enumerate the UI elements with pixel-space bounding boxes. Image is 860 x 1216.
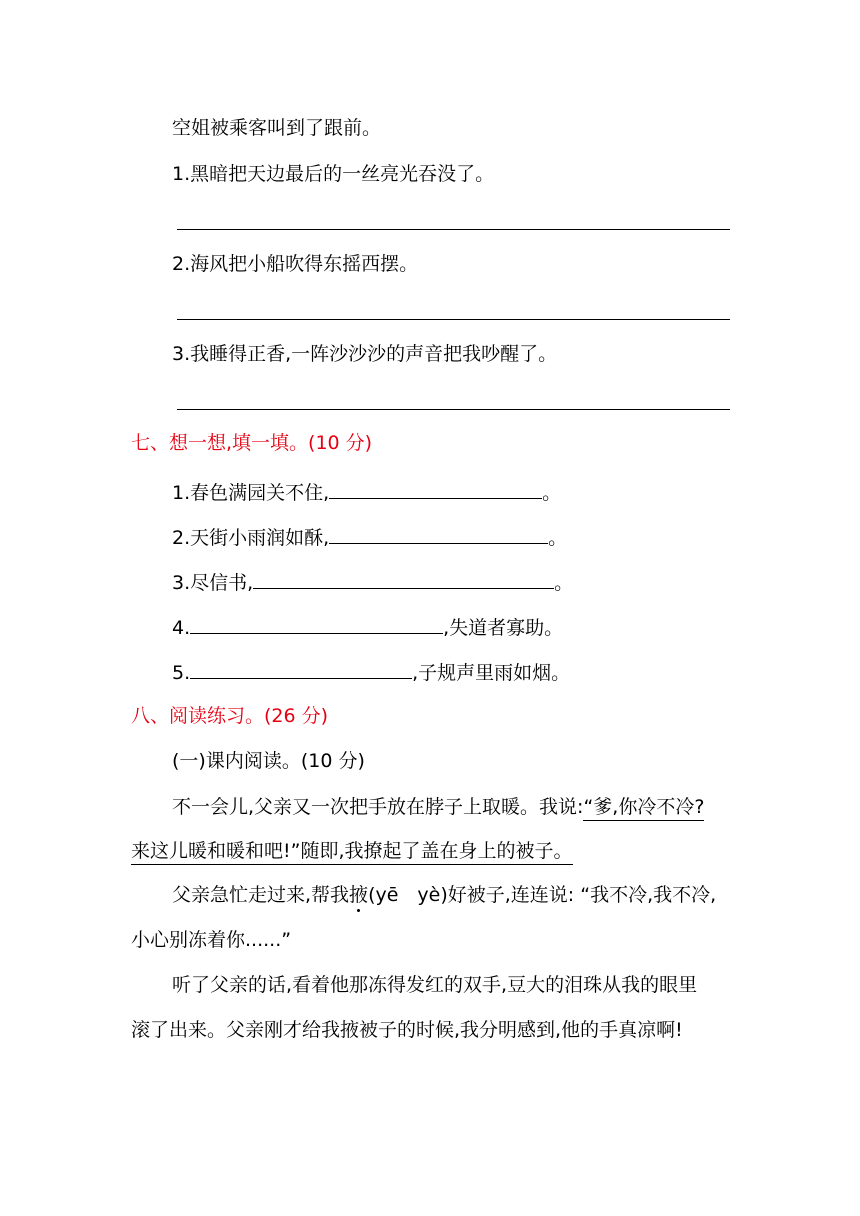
fill-blank[interactable] [329, 478, 542, 499]
item-text: 。 [542, 482, 562, 504]
passage-line-3 [172, 883, 716, 907]
item-text: 5. [172, 662, 191, 684]
underlined-text: 来这儿暖和暖和吧!” [131, 840, 300, 865]
passage-line-2 [131, 839, 573, 863]
dotted-character: 掖 [349, 884, 369, 906]
answer-line-1[interactable] [177, 229, 730, 230]
section7-item-2 [172, 523, 567, 550]
section7-item-3 [172, 568, 573, 595]
section7-item-4 [172, 613, 563, 640]
answer-line-2[interactable] [177, 319, 730, 320]
intro-line: 空姐被乘客叫到了跟前。 [172, 117, 382, 139]
section8-subtitle: (一)课内阅读。(10 分) [172, 750, 365, 772]
item-text: 1.春色满园关不住, [172, 482, 330, 504]
passage-line-6: 滚了出来。父亲刚才给我掖被子的时候,我分明感到,他的手真凉啊! [131, 1019, 683, 1041]
underlined-text: 随即,我撩起了盖在身上的被子。 [300, 840, 572, 865]
passage-line-4: 小心别冻着你......” [131, 929, 292, 951]
passage-text: 父亲急忙走过来,帮我 [172, 884, 350, 906]
passage-text: (yē yè)好被子,连连说: “我不冷,我不冷, [368, 884, 717, 906]
section6-item-1: 1.黑暗把天边最后的一丝亮光吞没了。 [172, 163, 495, 185]
underlined-text: “爹,你冷不冷? [583, 796, 704, 821]
item-text: 3.尽信书, [172, 572, 254, 594]
section7-item-1 [172, 478, 561, 505]
item-text: ,失道者寡助。 [443, 617, 564, 639]
fill-blank[interactable] [190, 613, 443, 634]
passage-line-5: 听了父亲的话,看着他那冻得发红的双手,豆大的泪珠从我的眼里 [172, 974, 698, 996]
section6-item-3: 3.我睡得正香,一阵沙沙沙的声音把我吵醒了。 [172, 343, 558, 365]
fill-blank[interactable] [253, 568, 554, 589]
fill-blank[interactable] [329, 523, 548, 544]
item-text: ,子规声里雨如烟。 [412, 662, 571, 684]
answer-line-3[interactable] [177, 409, 730, 410]
item-text: 。 [554, 572, 574, 594]
passage-line-1 [172, 795, 704, 819]
passage-text: 不一会儿,父亲又一次把手放在脖子上取暖。我说: [172, 796, 584, 818]
section6-item-2: 2.海风把小船吹得东摇西摆。 [172, 253, 419, 275]
item-text: 。 [548, 527, 568, 549]
section7-title: 七、想一想,填一填。(10 分) [131, 432, 373, 454]
section8-title: 八、阅读练习。(26 分) [131, 705, 329, 727]
item-text: 2.天街小雨润如酥, [172, 527, 330, 549]
section7-item-5 [172, 658, 570, 685]
item-text: 4. [172, 617, 191, 639]
fill-blank[interactable] [190, 658, 412, 679]
